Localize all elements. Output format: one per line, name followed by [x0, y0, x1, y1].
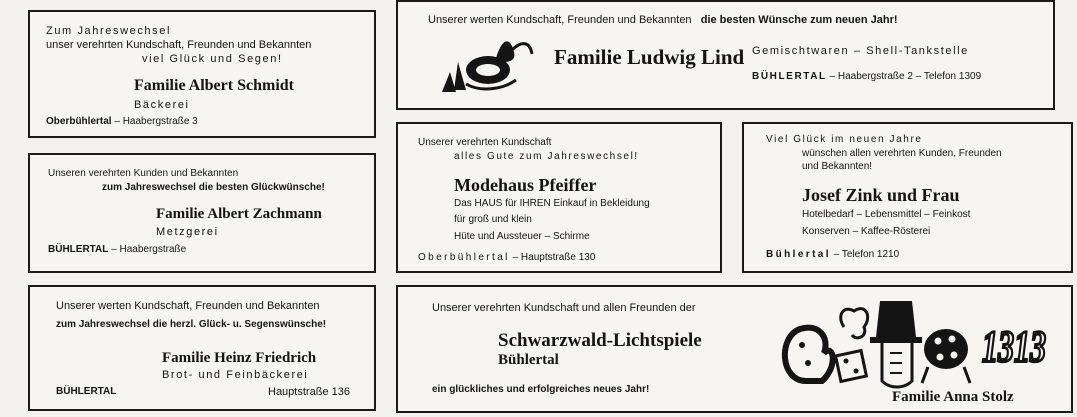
business-name: Familie Ludwig Lind — [554, 45, 745, 69]
greeting-line: wünschen allen verehrten Kunden, Freunden — [802, 148, 1002, 159]
business-place: Bühlertal — [498, 352, 559, 368]
business-trade: Brot- und Feinbäckerei — [162, 369, 309, 381]
ad-zachmann — [28, 153, 376, 273]
business-trade: Gemischtwaren – Shell-Tankstelle — [752, 45, 969, 57]
business-address — [752, 72, 981, 82]
town: BÜHLERTAL — [752, 71, 827, 82]
greeting-emphasis: die besten Wünsche zum neuen Jahr! — [700, 14, 898, 26]
town: Oberbühlertal — [418, 252, 510, 263]
greeting-line: unser verehrten Kundschaft, Freunden und Bekannten — [46, 39, 312, 51]
art-number: 1313 — [982, 322, 1046, 371]
greeting-line: Zum Jahreswechsel — [46, 25, 172, 37]
business-name: Modehaus Pfeiffer — [454, 175, 597, 195]
business-address — [766, 250, 899, 260]
business-name: Familie Albert Schmidt — [134, 77, 294, 94]
street: – Haabergstraße 3 — [111, 116, 198, 127]
greeting-line: Viel Glück im neuen Jahre — [766, 134, 923, 145]
ad-friedrich — [28, 285, 376, 411]
greeting-part: Unserer werten Kundschaft, Freunden und Bekannten — [428, 14, 692, 26]
rabbit-logo-icon — [436, 32, 536, 94]
description-line: Hotelbedarf – Lebensmittel – Feinkost — [802, 209, 971, 220]
business-name: Familie Heinz Friedrich — [162, 350, 317, 366]
description-line: Hüte und Aussteuer – Schirme — [454, 231, 590, 242]
description-line: Konserven – Kaffee-Rösterei — [802, 226, 931, 237]
business-name: Schwarzwald-Lichtspiele — [498, 330, 702, 351]
business-name: Familie Albert Zachmann — [156, 206, 322, 222]
description-line: für groß und klein — [454, 214, 532, 225]
business-address — [418, 253, 595, 263]
ad-pfeiffer — [396, 122, 722, 273]
ad-lind — [396, 0, 1055, 110]
greeting-line — [428, 15, 898, 26]
street: – Haabergstraße — [108, 244, 187, 255]
greeting-line: Unserer verehrten Kundschaft — [418, 137, 552, 148]
street: – Telefon 1210 — [830, 249, 900, 260]
ad-stolz — [396, 285, 1073, 413]
greeting-line: ein glückliches und erfolgreiches neues Jahr! — [432, 384, 650, 395]
greeting-line: viel Glück und Segen! — [142, 53, 283, 65]
business-trade: Bäckerei — [134, 99, 190, 111]
town: Oberbühlertal — [46, 116, 112, 127]
street: Hauptstraße 136 — [268, 386, 350, 398]
greeting-line: Unseren verehrten Kunden und Bekannten — [48, 168, 239, 179]
town: Bühlertal — [766, 249, 831, 260]
greeting-line: zum Jahreswechsel die besten Glückwünsche! — [102, 182, 325, 193]
business-address — [48, 245, 186, 255]
greeting-line: Unserer werten Kundschaft, Freunden und Bekannten — [56, 300, 320, 312]
ad-schmidt — [28, 10, 376, 138]
business-address — [46, 117, 198, 127]
greeting-line: alles Gute zum Jahreswechsel! — [454, 151, 639, 162]
business-trade: Metzgerei — [156, 226, 219, 238]
greeting-line: und Bekannten! — [802, 161, 873, 172]
town: BÜHLERTAL — [56, 386, 117, 397]
greeting-line: zum Jahreswechsel die herzl. Glück- u. Segenswünsche! — [56, 319, 327, 330]
family-signature: Familie Anna Stolz — [892, 389, 1014, 405]
street: – Hauptstraße 130 — [509, 252, 596, 263]
street: – Haabergstraße 2 – Telefon 1309 — [826, 71, 982, 82]
greeting-line: Unserer verehrten Kundschaft und allen Freunden der — [432, 302, 696, 314]
lucky-charms-icon — [778, 297, 1050, 397]
town: BÜHLERTAL — [48, 244, 109, 255]
business-name: Josef Zink und Frau — [802, 185, 960, 205]
ad-zink — [742, 122, 1073, 273]
description-line: Das HAUS für IHREN Einkauf in Bekleidung — [454, 198, 650, 209]
